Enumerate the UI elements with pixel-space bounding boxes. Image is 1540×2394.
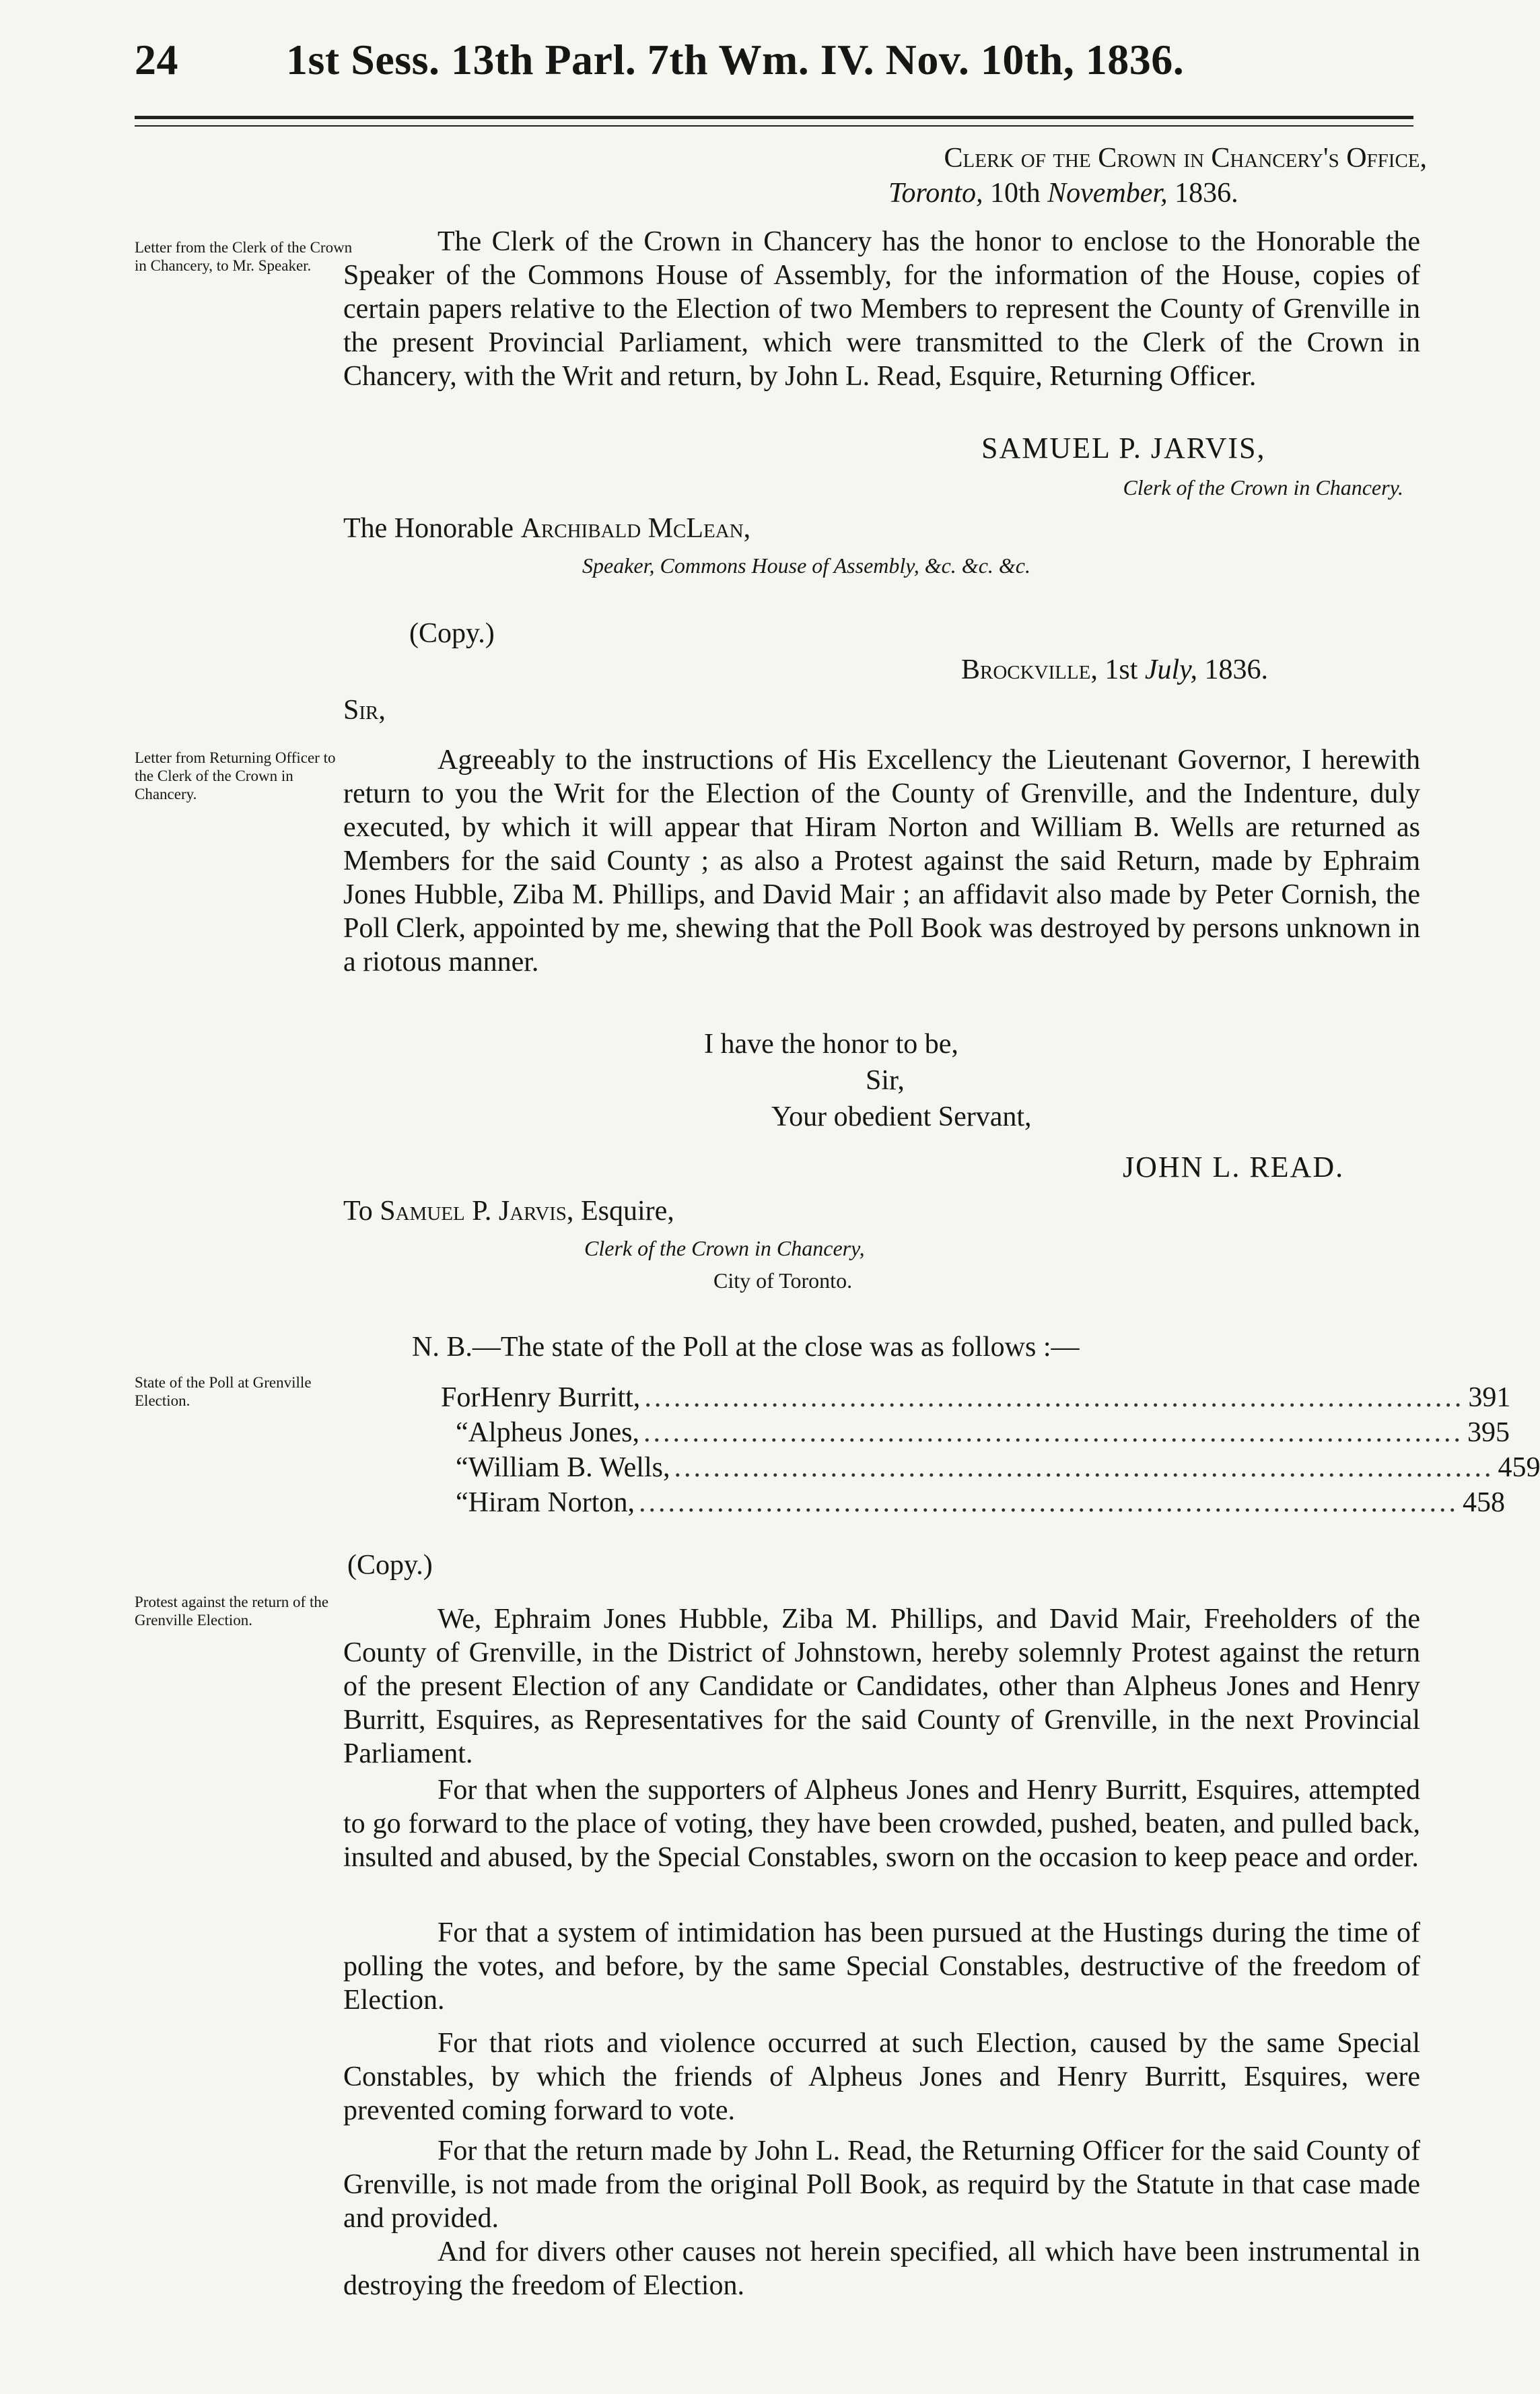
candidate-name: Henry Burritt, (480, 1382, 641, 1413)
letter1-dateline: Toronto, 10th November, 1836. (888, 178, 1238, 209)
letter2-copy-label: (Copy.) (409, 618, 495, 649)
poll-row: “ William B. Wells, .................................................................................... 459 (441, 1450, 1319, 1485)
protest-paragraph-1: We, Ephraim Jones Hubble, Ziba M. Phillips, and David Mair, Freeholders of the County of Grenville, in the District of Johnstown, hereby solemnly Protest against the return of the present Election of any Candidate or Candidates, other than Alpheus Jones and Henry Burritt, Esquires, as Representatives for the said County of Grenville, in the next Provincial Parliament. (343, 1604, 1420, 1769)
margin-note-returning-officer: Letter from Returning Officer to the Clerk of the Crown in Chancery. (135, 749, 336, 802)
letter1-addressee: The Honorable Archibald McLean, (343, 513, 751, 544)
header-rule-thick (135, 116, 1413, 119)
poll-row: “ Alpheus Jones, .................................................................................... 395 (441, 1415, 1319, 1450)
letter2-recipient-city: City of Toronto. (713, 1268, 853, 1293)
margin-note-letter-clerk: Letter from the Clerk of the Crown in Chancery, to Mr. Speaker. (135, 239, 353, 274)
letter2-body: Agreeably to the instructions of His Excellency the Lieutenant Governor, I herewith return to you the Writ for the Election of the County of Grenville, and the Indenture, duly executed, by which it will appear that Hiram Norton and William B. Wells are returned as Members for the said County ; as also a Protest against the said Return, made by Ephraim Jones Hubble, Ziba M. Phillips, and David Mair ; an affidavit also made by Peter Cornish, the Poll Clerk, appointed by me, shewing that the Poll Book was destroyed by persons unknown in a riotous manner. (343, 745, 1420, 978)
letter2-closing-3: Your obedient Servant, (771, 1101, 1032, 1132)
office-heading: Clerk of the Crown in Chancery's Office, (944, 143, 1427, 174)
protest-paragraph-5: For that the return made by John L. Read, the Returning Officer for the said County of Grenville, is not made from the original Poll Book, as requird by the Statute in that case made and provided. (343, 2135, 1420, 2234)
vote-count: 458 (1462, 1487, 1505, 1518)
page-number: 24 (135, 36, 178, 83)
protest-paragraph-3: For that a system of intimidation has been pursued at the Hustings during the time of polling the votes, and before, by the same Special Constables, destructive of the freedom of Election. (343, 1917, 1420, 2016)
letter2-recipient-title: Clerk of the Crown in Chancery, (584, 1236, 865, 1260)
header-rule-thin (135, 125, 1413, 127)
letter1-signature-title: Clerk of the Crown in Chancery. (1123, 475, 1403, 500)
letter2-closing-1: I have the honor to be, (704, 1029, 958, 1060)
candidate-name: Hiram Norton, (468, 1487, 635, 1518)
poll-row: For Henry Burritt, .................................................................................... 391 (441, 1380, 1319, 1415)
running-title: 1st Sess. 13th Parl. 7th Wm. IV. Nov. 10th, 1836. (286, 36, 1185, 83)
letter1-body: The Clerk of the Crown in Chancery has the honor to enclose to the Honorable the Speaker of the Commons House of Assembly, for the information of the House, copies of certain papers relative to the Election of two Members to represent the County of Grenville in the present Provincial Parliament, which were transmitted to the Clerk of the Crown in Chancery, with the Writ and return, by John L. Read, Esquire, Returning Officer. (343, 226, 1420, 392)
margin-note-poll: State of the Poll at Grenville Election. (135, 1374, 312, 1409)
poll-intro: N. B.—The state of the Poll at the close was as follows :— (412, 1332, 1080, 1363)
letter2-dateline: Brockville, 1st July, 1836. (961, 654, 1268, 685)
letter2-salutation: Sir, (343, 695, 386, 726)
vote-count: 459 (1498, 1452, 1540, 1483)
letter1-addressee-title: Speaker, Commons House of Assembly, &c. &c. &c. (582, 553, 1030, 578)
candidate-name: William B. Wells, (468, 1452, 670, 1483)
margin-note-protest: Protest against the return of the Grenville Election. (135, 1594, 329, 1629)
protest-paragraph-2: For that when the supporters of Alpheus Jones and Henry Burritt, Esquires, attempted to go forward to the place of voting, they have been crowded, pushed, beaten, and pulled back, insulted and abused, by the Special Constables, sworn on the occasion to keep peace and order. (343, 1775, 1420, 1873)
protest-paragraph-6: And for divers other causes not herein specified, all which have been instrumental in destroying the freedom of Election. (343, 2236, 1420, 2301)
letter1-signature: SAMUEL P. JARVIS, (981, 432, 1266, 465)
protest-paragraph-4: For that riots and violence occurred at such Election, caused by the same Special Constables, by which the friends of Alpheus Jones and Henry Burritt, Esquires, were prevented coming forward to vote. (343, 2028, 1420, 2126)
poll-row: “ Hiram Norton, .................................................................................... 458 (441, 1485, 1319, 1520)
vote-count: 391 (1468, 1382, 1511, 1413)
letter2-closing-2: Sir, (866, 1065, 905, 1096)
letter2-signature: JOHN L. READ. (1123, 1151, 1345, 1184)
vote-count: 395 (1467, 1417, 1510, 1448)
protest-copy-label: (Copy.) (347, 1550, 433, 1581)
candidate-name: Alpheus Jones, (468, 1417, 639, 1448)
page-header (135, 35, 1184, 85)
letter2-recipient: To Samuel P. Jarvis, Esquire, (343, 1196, 674, 1227)
